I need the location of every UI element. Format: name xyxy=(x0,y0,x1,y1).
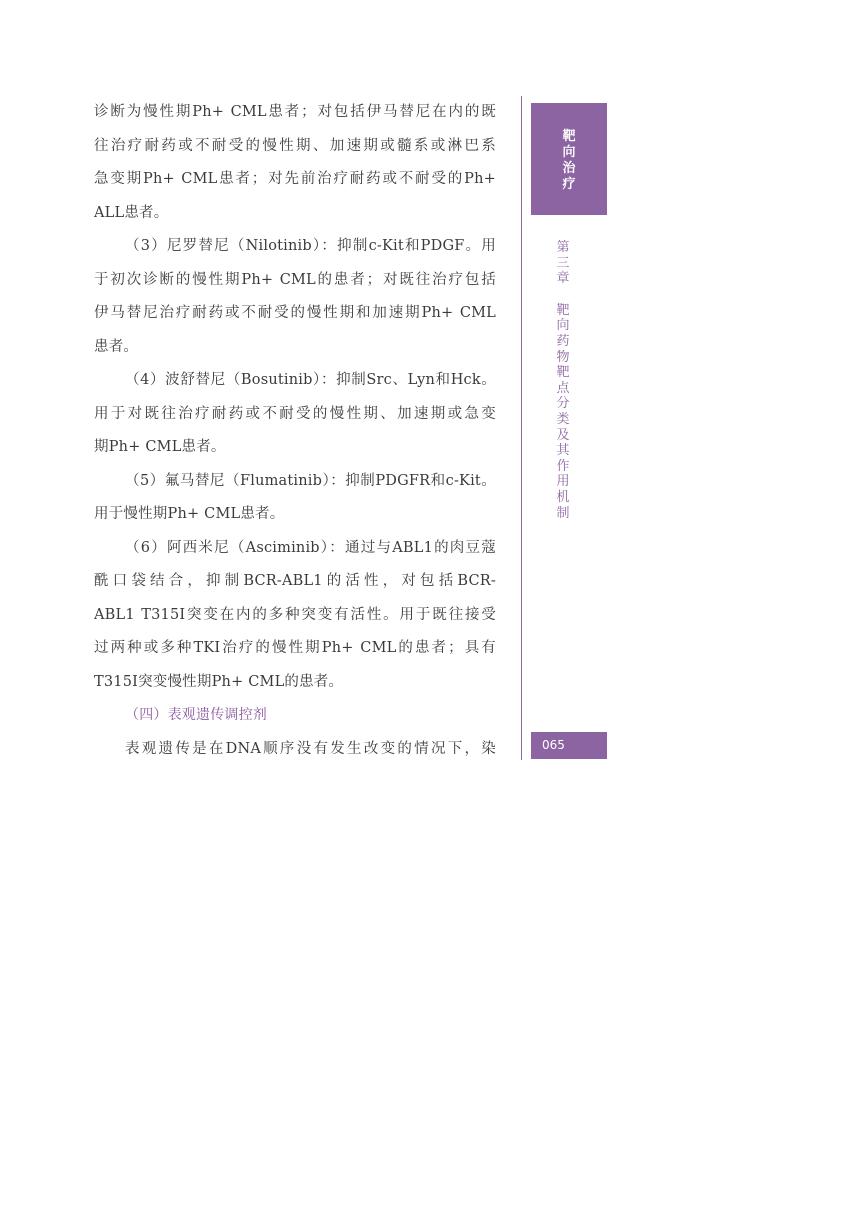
side-chapter-label: 第三章 xyxy=(556,240,570,287)
body-line: T315I突变慢性期Ph+ CML的患者。 xyxy=(94,673,344,690)
body-line: 酰口袋结合，抑制BCR-ABL1的活性，对包括BCR- xyxy=(94,573,496,589)
body-line: ALL患者。 xyxy=(94,204,169,221)
body-line: 用于对既往治疗耐药或不耐受的慢性期、加速期或急变 xyxy=(94,405,496,422)
main-text-column xyxy=(94,96,496,766)
body-line: 于初次诊断的慢性期Ph+ CML的患者；对既往治疗包括 xyxy=(94,271,496,288)
body-line: （3）尼罗替尼（Nilotinib）：抑制c-Kit和PDGF。用 xyxy=(125,238,496,254)
body-line: 往治疗耐药或不耐受的慢性期、加速期或髓系或淋巴系 xyxy=(94,137,496,154)
body-line: 用于慢性期Ph+ CML患者。 xyxy=(94,506,285,522)
body-line: ABL1 T315I突变在内的多种突变有活性。用于既往接受 xyxy=(94,606,496,623)
margin-divider xyxy=(521,96,522,760)
body-line: 诊断为慢性期Ph+ CML患者；对包括伊马替尼在内的既 xyxy=(94,104,496,120)
side-tab xyxy=(531,103,607,215)
body-line: 急变期Ph+ CML患者；对先前治疗耐药或不耐受的Ph+ xyxy=(94,171,496,187)
body-line: （4）波舒替尼（Bosutinib）：抑制Src、Lyn和Hck。 xyxy=(125,372,496,388)
side-chapter xyxy=(553,240,573,521)
body-line: （6）阿西米尼（Asciminib）：通过与ABL1的肉豆蔻 xyxy=(125,539,496,556)
side-tab-title: 靶向治疗 xyxy=(562,129,576,192)
side-chapter-gap xyxy=(553,287,573,303)
body-line: 表观遗传是在DNA顺序没有发生改变的情况下，染 xyxy=(125,740,496,757)
body-line: 过两种或多种TKI治疗的慢性期Ph+ CML的患者；具有 xyxy=(94,640,496,656)
body-line: （5）氟马替尼（Flumatinib）：抑制PDGFR和c-Kit。 xyxy=(125,472,496,489)
body-line: 患者。 xyxy=(94,338,139,355)
side-chapter-title: 靶向药物靶点分类及其作用机制 xyxy=(556,302,570,521)
body-line: 期Ph+ CML患者。 xyxy=(94,439,226,455)
page-number: 065 xyxy=(531,732,607,759)
section-heading: （四）表观遗传调控剂 xyxy=(125,707,267,723)
body-line: 伊马替尼治疗耐药或不耐受的慢性期和加速期Ph+ CML xyxy=(94,305,496,321)
